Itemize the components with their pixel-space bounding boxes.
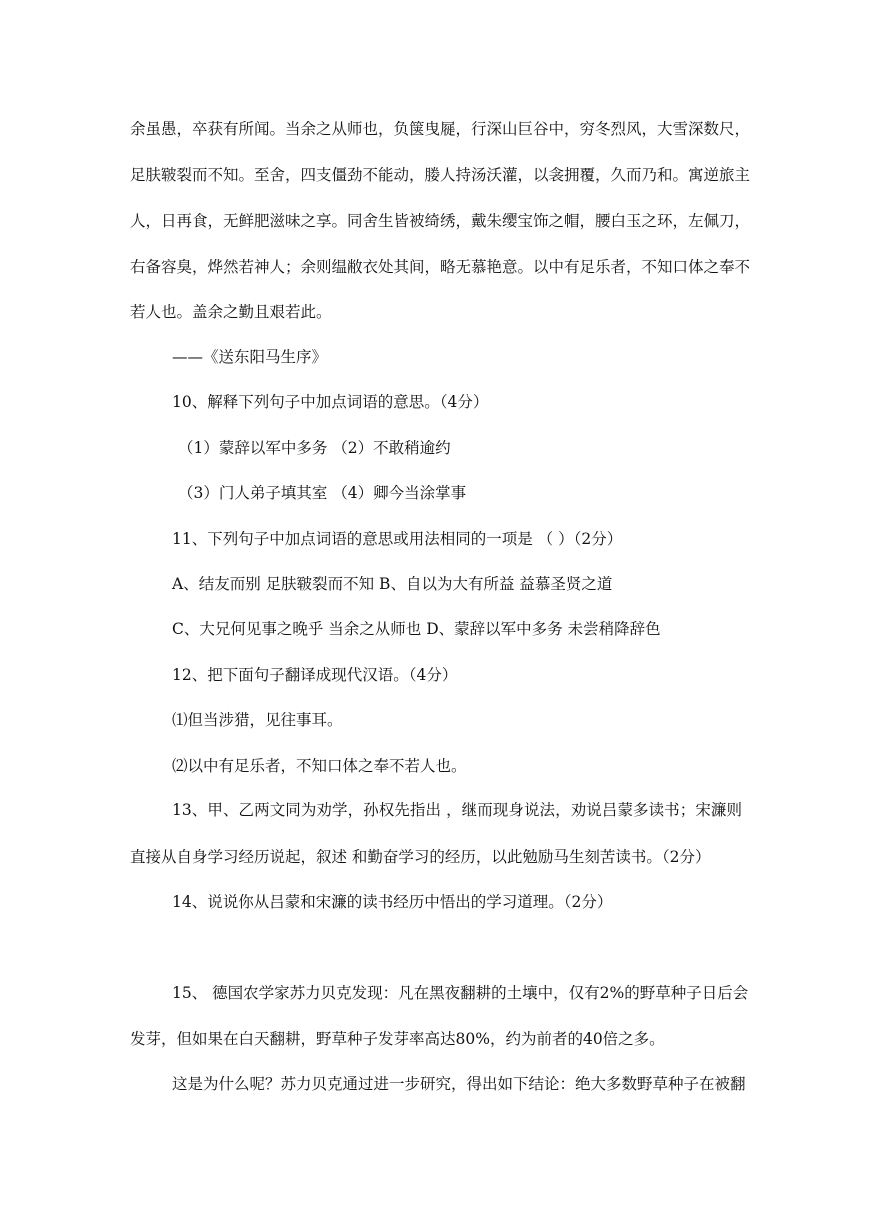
- question-10-prompt: 10、解释下列句子中加点词语的意思。（4分）: [172, 393, 489, 411]
- question-15-line-1: 15、 德国农学家苏力贝克发现：凡在黑夜翻耕的土壤中，仅有2%的野草种子日后会: [172, 984, 749, 1002]
- question-10-row-1: （1）蒙辞以军中多务 （2）不敢稍逾约: [178, 439, 451, 457]
- question-11-options-cd: C、大兄何见事之晚乎 当余之从师也 D、蒙辞以军中多务 未尝稍降辞色: [172, 620, 661, 638]
- question-12-item-1: ⑴但当涉猎，见往事耳。: [172, 711, 343, 729]
- question-14-prompt: 14、说说你从吕蒙和宋濂的读书经历中悟出的学习道理。（2分）: [172, 893, 613, 911]
- question-12-prompt: 12、把下面句子翻译成现代汉语。（4分）: [172, 666, 458, 684]
- passage-line-1: 余虽愚，卒获有所闻。当余之从师也，负箧曳屣，行深山巨谷中，穷冬烈风，大雪深数尺，: [130, 120, 751, 138]
- passage-line-3: 人，日再食，无鲜肥滋味之享。同舍生皆被绮绣，戴朱缨宝饰之帽，腰白玉之环，左佩刀，: [130, 212, 751, 230]
- passage-line-5: 若人也。盖余之勤且艰若此。: [130, 303, 332, 321]
- passage-line-4: 右备容臭，烨然若神人；余则缊敝衣处其间，略无慕艳意。以中有足乐者，不知口体之奉不: [130, 258, 751, 276]
- passage-source: ——《送东阳马生序》: [172, 348, 328, 366]
- question-11-options-ab: A、结友而别 足肤皲裂而不知 B、自以为大有所益 益慕圣贤之道: [172, 575, 613, 593]
- question-10-row-2: （3）门人弟子填其室 （4）卿今当涂掌事: [178, 484, 467, 502]
- question-11-prompt: 11、下列句子中加点词语的意思或用法相同的一项是 （ ）（2分）: [172, 530, 623, 548]
- question-12-item-2: ⑵以中有足乐者，不知口体之奉不若人也。: [172, 757, 467, 775]
- question-13-line-2: 直接从自身学习经历说起，叙述 和勤奋学习的经历，以此勉励马生刻苦读书。（2分）: [130, 848, 711, 866]
- question-15-line-3: 这是为什么呢？苏力贝克通过进一步研究，得出如下结论：绝大多数野草种子在被翻: [172, 1075, 746, 1093]
- passage-line-2: 足肤皲裂而不知。至舍，四支僵劲不能动，媵人持汤沃灌，以衾拥覆，久而乃和。寓逆旅主: [130, 166, 751, 184]
- question-13-line-1: 13、甲、乙两文同为劝学，孙权先指出 ，继而现身说法，劝说吕蒙多读书；宋濂则: [172, 801, 742, 819]
- question-15-line-2: 发芽，但如果在白天翻耕，野草种子发芽率高达80%，约为前者的40倍之多。: [130, 1030, 665, 1048]
